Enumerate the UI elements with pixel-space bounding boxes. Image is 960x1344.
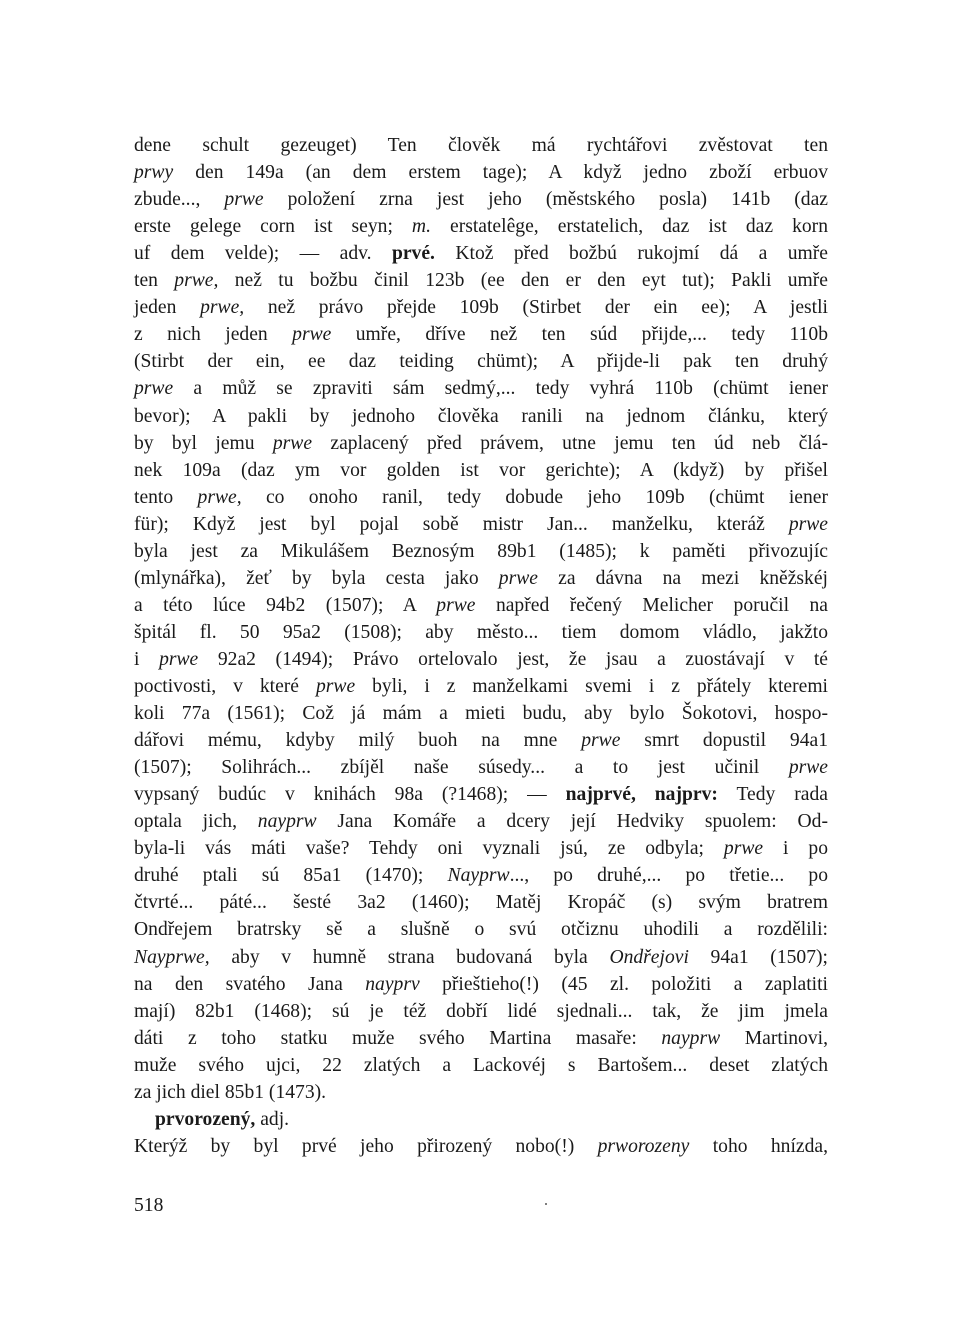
text-segment: 94a1 (1507); — [688, 946, 828, 968]
text-segment: adj. — [255, 1108, 290, 1130]
italic-text: m. — [411, 216, 431, 238]
text-segment: tento — [134, 486, 198, 508]
italic-text: prwe — [272, 432, 313, 454]
text-segment: mají) 82b1 (1468); sú je též dobří lidé sjednali... tak, že jim jmela — [134, 1000, 828, 1022]
text-segment: bevor); A pakli by jednoho člověka ranili na jednom článku, který — [134, 405, 828, 427]
text-segment: i po — [763, 838, 828, 860]
text-line — [134, 511, 828, 538]
text-segment: Jana Komáře a dcery její Hedviky spuolem: Od- — [316, 811, 828, 833]
text-line — [134, 159, 828, 186]
text-segment: dáti z toho statku muže svého Martina masaře: — [134, 1027, 662, 1049]
bold-text: prvé. — [391, 243, 435, 265]
text-segment: co onoho ranil, tedy dobude jeho 109b (chümt iener — [241, 486, 828, 508]
italic-text: prwe — [292, 324, 332, 346]
text-segment: než právo přejde 109b (Stirbet der ein ee); A jestli — [244, 297, 828, 319]
italic-text: prwe — [315, 676, 356, 697]
text-segment: než tu božbu činil 123b (ee den er den eyt tut); Pakli umře — [218, 270, 828, 292]
text-segment: zaplacený před právem, utne jemu ten úd neb člá- — [312, 432, 828, 454]
text-segment: 92a2 (1494); Právo ortelovalo jest, že jsau a zuostávají v té — [198, 648, 829, 670]
text-segment: položení zrna jest jeho (městského posla) 141b (daz — [263, 189, 828, 211]
italic-text: prworozeny — [597, 1135, 690, 1157]
text-line — [134, 1052, 828, 1079]
text-segment: muže svého ujci, 22 zlatých a Lackovéj s Bartošem... deset zlatých — [134, 1054, 828, 1076]
text-line — [134, 348, 828, 375]
text-segment: Tedy rada — [717, 784, 828, 806]
text-segment: uf dem velde); — adv. — [134, 243, 392, 265]
text-line — [134, 565, 828, 592]
text-segment: für); Když jest byl pojal sobě mistr Jan... manželku, kteráž — [134, 513, 789, 535]
text-line — [134, 1025, 828, 1052]
text-segment: erste gelege corn ist seyn; — [134, 216, 412, 238]
text-segment: druhé ptali sú 85a1 (1470); — [134, 865, 448, 887]
text-line — [134, 240, 828, 267]
text-segment: (mlynářka), žeť by byla cesta jako — [134, 567, 499, 589]
text-segment: vypsaný budúc v knihách 98a (?1468); — — [134, 784, 566, 806]
bold-text: najprvé, najprv: — [565, 784, 718, 806]
italic-text: nayprw — [257, 811, 317, 833]
text-line — [134, 1079, 828, 1106]
text-segment: byli, i z manželkami svemi i z přátely kteremi — [355, 676, 828, 697]
text-segment: zbude..., — [134, 189, 225, 211]
text-line — [134, 944, 828, 971]
text-line — [134, 321, 828, 348]
text-line — [134, 1133, 828, 1160]
italic-text: prwe — [581, 730, 621, 752]
bold-text: prvorozený, — [155, 1108, 256, 1130]
text-segment: a této lúce 94b2 (1507); A — [134, 594, 437, 616]
text-line — [134, 916, 828, 943]
text-segment: za jich diel 85b1 (1473). — [134, 1081, 327, 1103]
italic-text: prwe — [723, 838, 764, 860]
text-line — [134, 484, 828, 511]
text-segment: přieštieho(!) (45 zl. položiti a zaplatiti — [419, 973, 828, 995]
text-segment: Ondřejem bratrsky sě a slušně o svú otčiznu uhodili a rozdělili: — [134, 919, 828, 941]
text-line — [134, 267, 828, 294]
text-line — [134, 619, 828, 646]
text-line — [134, 754, 828, 781]
text-line — [134, 457, 828, 484]
text-segment: dářovi mému, kdyby milý buoh na mne — [134, 730, 582, 752]
text-segment: a můž se zpraviti sám sedmý,... tedy vyhrá 110b (chümt iener — [173, 378, 828, 400]
text-line — [134, 808, 828, 835]
text-segment: (Stirbt der ein, ee daz teiding chümt); A přijde-li pak ten druhý — [134, 351, 828, 373]
text-line — [134, 213, 828, 240]
text-segment: koli 77a (1561); Což já mám a mieti budu, aby bylo Šokotovi, hospo- — [134, 703, 828, 725]
text-line — [134, 998, 828, 1025]
text-segment: Ktož před božbú rukojmí dá a umře — [434, 243, 828, 265]
text-line — [134, 727, 828, 754]
italic-text: prwe — [788, 513, 828, 535]
italic-text: prwe — [224, 189, 264, 211]
text-line — [134, 673, 828, 700]
text-segment: špitál fl. 50 95a2 (1508); aby město... tiem domom vládlo, jakžto — [134, 621, 828, 643]
italic-text: prwe — [436, 594, 476, 616]
text-line — [134, 700, 828, 727]
page-number: 518 — [134, 1195, 164, 1216]
text-line — [134, 971, 828, 998]
text-line — [155, 1106, 828, 1133]
text-segment: umře, dříve než ten súd přijde,... tedy 110b — [331, 324, 828, 346]
text-line — [134, 889, 828, 916]
italic-text: Ondřejovi — [609, 946, 689, 968]
text-segment: Kterýž by byl prvé jeho přirozený nobo(!) — [134, 1135, 598, 1157]
italic-text: nayprv — [365, 973, 420, 995]
text-segment: nek 109a (daz ym vor golden ist vor gerichte); A (když) by přišel — [134, 459, 828, 481]
text-segment: byla jest za Mikulášem Beznosým 89b1 (1485); k paměti přivozujíc — [134, 540, 828, 562]
text-segment: čtvrté... páté... šesté 3a2 (1460); Matěj Kropáč (s) svým bratrem — [134, 892, 828, 914]
text-line — [134, 375, 828, 402]
text-line — [134, 592, 828, 619]
italic-text: prwe — [788, 757, 828, 779]
italic-text: Nayprwe, — [134, 946, 210, 968]
italic-text: prwe — [498, 567, 538, 589]
text-segment: by byl jemu — [134, 432, 273, 454]
text-segment: ..., po druhé,... po třetie... po — [509, 865, 828, 887]
print-speck — [545, 1203, 547, 1205]
text-line — [134, 835, 828, 862]
text-segment: den 149a (an dem erstem tage); A když jedno zboží erbuov — [173, 162, 828, 184]
italic-text: prwy — [134, 162, 174, 184]
text-line — [134, 781, 828, 808]
text-line — [134, 646, 828, 673]
text-segment: poctivosti, v které — [134, 676, 316, 697]
italic-text: Nayprw — [447, 865, 510, 887]
italic-text: nayprw — [661, 1027, 721, 1049]
text-line — [134, 403, 828, 430]
text-segment: smrt dopustil 94a1 — [620, 730, 829, 752]
text-line — [134, 430, 828, 457]
text-segment: toho hnízda, — [689, 1135, 828, 1157]
italic-text: prwe, — [197, 486, 242, 508]
text-line — [134, 132, 828, 159]
text-segment: i — [134, 648, 160, 670]
text-segment: za dávna na mezi kněžskéj — [537, 567, 828, 589]
text-segment: byla-li vás máti vaše? Tehdy oni vyznali jsú, ze odbyla; — [134, 838, 724, 860]
text-line — [134, 294, 828, 321]
text-segment: napřed řečený Melicher poručil na — [475, 594, 828, 616]
text-line — [134, 862, 828, 889]
text-line — [134, 538, 828, 565]
text-segment: optala jich, — [134, 811, 258, 833]
text-segment: jeden — [134, 297, 201, 319]
text-segment: Martinovi, — [720, 1027, 828, 1049]
text-segment: na den svatého Jana — [134, 973, 366, 995]
italic-text: prwe — [134, 378, 174, 400]
text-segment: aby v humně strana budovaná byla — [209, 946, 610, 968]
text-segment: erstatelêge, erstatelich, daz ist daz korn — [430, 216, 828, 238]
text-segment: dene schult gezeuget) Ten člověk má rychtářovi zvěstovat ten — [134, 135, 828, 156]
text-segment: z nich jeden — [134, 324, 293, 346]
italic-text: prwe — [159, 648, 199, 670]
text-line — [134, 186, 828, 213]
italic-text: prwe, — [200, 297, 245, 319]
text-segment: ten — [134, 270, 175, 292]
text-segment: (1507); Solihrách... zbíjěl naše súsedy... a to jest učinil — [134, 757, 789, 779]
italic-text: prwe, — [174, 270, 219, 292]
